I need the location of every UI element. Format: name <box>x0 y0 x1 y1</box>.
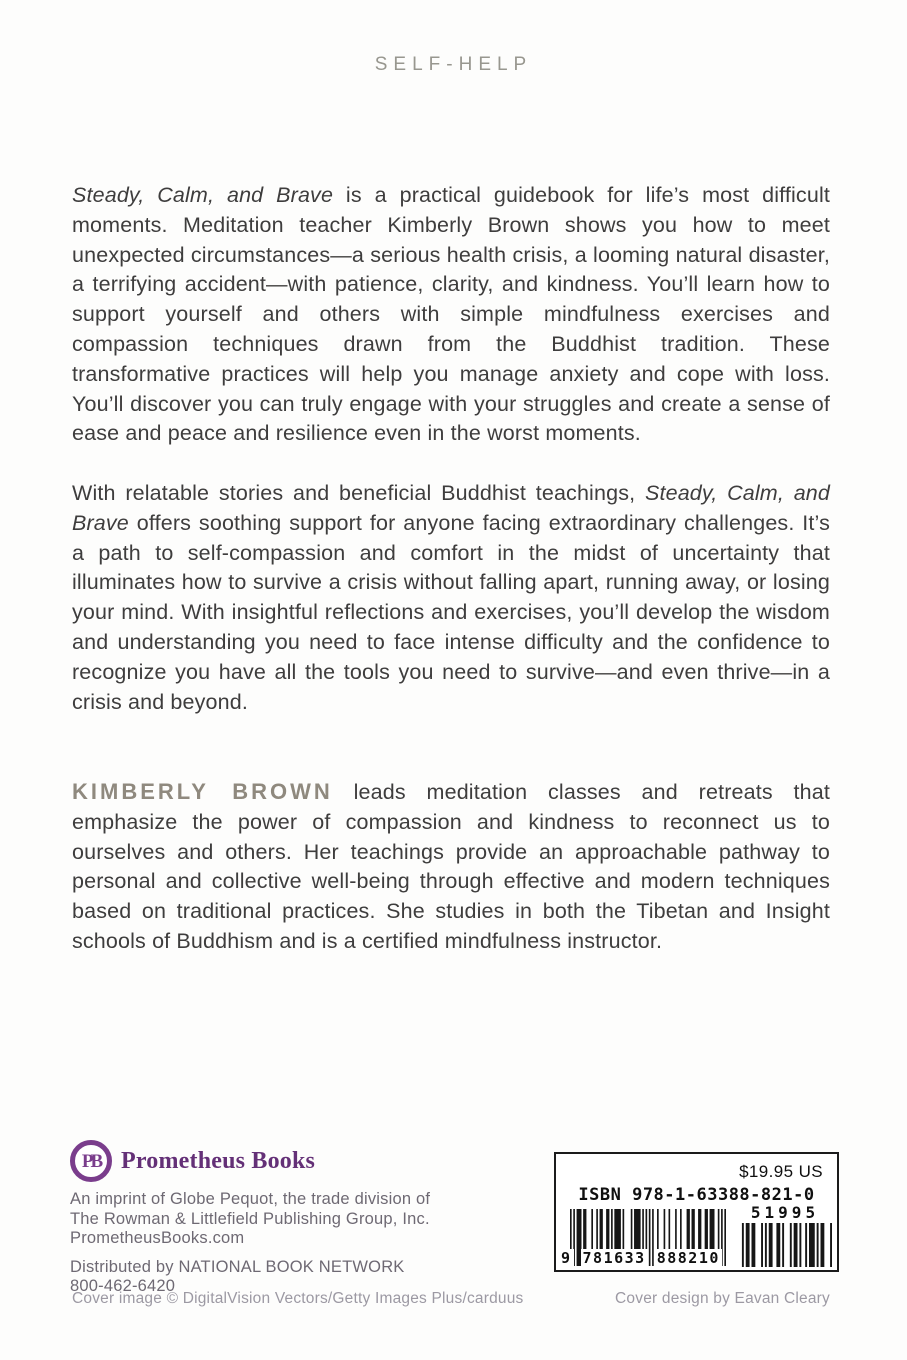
distribution-line: Distributed by NATIONAL BOOK NETWORK <box>70 1257 405 1276</box>
publisher-name: Prometheus Books <box>121 1147 316 1174</box>
publisher-website: PrometheusBooks.com <box>70 1229 245 1247</box>
distribution-phone: 800-462-6420 <box>70 1277 176 1295</box>
publisher-header <box>70 1140 530 1182</box>
author-bio <box>72 777 830 957</box>
author-name: KIMBERLY BROWN <box>72 779 333 804</box>
author-bio-text: leads meditation classes and retreats that emphasize the power of compassion and kindness to reconnect us to ourselves and others. Her teachings provide an approachable pathway to personal and collective well-being through effective and modern techniques based on traditional practices. She studies in both the Tibetan and Insight schools of Buddhism and is a certified mindfulness instructor. <box>72 780 830 953</box>
category-label: SELF-HELP <box>374 54 533 75</box>
cover-design-credit: Cover design by Eavan Cleary <box>615 1290 830 1307</box>
logo-monogram: PB <box>81 1150 101 1172</box>
ean13-digits <box>559 1249 722 1267</box>
publisher-block <box>70 1140 530 1297</box>
cover-image-credit: Cover image © DigitalVision Vectors/Getty Images Plus/carduus <box>72 1290 524 1307</box>
ean5-addon-barcode <box>740 1223 832 1267</box>
imprint-line-2: The Rowman & Littlefield Publishing Group, Inc. <box>70 1209 430 1228</box>
isbn-number: ISBN 978-1-63388-821-0 <box>578 1185 815 1205</box>
description-paragraph-2: With relatable stories and beneficial Buddhist teachings, Steady, Calm, and Brave offers soothing support for anyone facing extraordinary challenges. It’s a path to self-compassion and comfort in the midst of uncertainty that illuminates how to survive a crisis without falling apart, running away, or losing your mind. With insightful reflections and exercises, you’ll develop the wisdom and understanding you need to face intense difficulty and the confidence to recognize you have all the tools you need to survive—and even thrive—in a crisis and beyond. <box>72 481 831 714</box>
imprint-line-1: An imprint of Globe Pequot, the trade division of <box>70 1190 431 1208</box>
addon-code: 51995 <box>750 1203 820 1222</box>
imprint-info <box>70 1190 530 1249</box>
ean-prefix-digit: 9 <box>561 1249 572 1267</box>
price-label: $19.95 US <box>739 1162 823 1181</box>
ean-right-group: 888210 <box>656 1249 720 1267</box>
credits-row <box>72 1290 830 1308</box>
ean-left-group: 781633 <box>582 1249 646 1267</box>
prometheus-books-logo-icon <box>70 1140 112 1182</box>
description-paragraph-1: Steady, Calm, and Brave is a practical guidebook for life’s most difficult moments. Meditation teacher Kimberly Brown shows you how to meet unexpected circumstances—a serious health crisis, a looming natural disaster, a terrifying accident—with patience, clarity, and kindness. You’ll learn how to support yourself and others with simple mindfulness exercises and compassion techniques drawn from the Buddhist tradition. These transformative practices will help you manage anxiety and cope with loss. You’ll discover you can truly engage with your struggles and create a sense of ease and peace and resilience even in the worst moments. <box>72 183 830 446</box>
isbn-barcode-panel <box>554 1152 839 1272</box>
